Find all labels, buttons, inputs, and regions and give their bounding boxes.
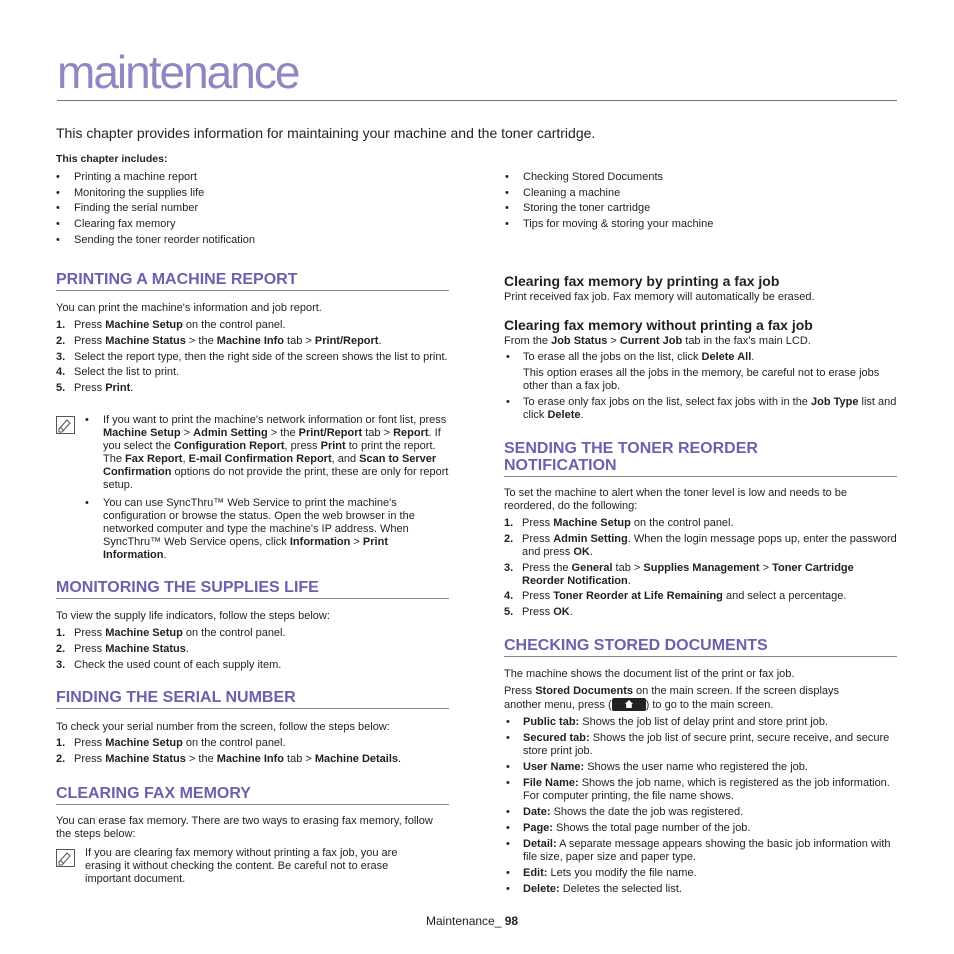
list-item bbox=[504, 822, 897, 835]
step-number: 3. bbox=[56, 658, 66, 671]
note-item bbox=[85, 497, 449, 562]
note-item bbox=[85, 414, 449, 492]
body-text: > bbox=[607, 335, 620, 347]
step-text: Press bbox=[522, 517, 554, 529]
step-number: 2. bbox=[56, 334, 66, 347]
step-text: Press bbox=[74, 334, 106, 347]
toc-item[interactable]: • Clearing fax memory bbox=[56, 217, 255, 233]
ui-term: Configuration Report bbox=[173, 440, 285, 452]
step-number: 3. bbox=[56, 350, 66, 363]
chapter-title: maintenance bbox=[57, 46, 299, 98]
step-number: 4. bbox=[504, 590, 514, 603]
step-text: Press bbox=[74, 642, 106, 655]
step-text: . bbox=[569, 606, 573, 619]
step-number: 1. bbox=[56, 319, 66, 331]
step bbox=[504, 533, 897, 559]
ui-term: Machine Setup bbox=[103, 427, 181, 439]
step-number: 5. bbox=[56, 382, 66, 395]
list-item bbox=[504, 883, 897, 896]
section-heading-toner bbox=[504, 440, 897, 477]
title-divider bbox=[57, 100, 897, 101]
item-label: Detail: bbox=[523, 838, 557, 850]
list-item bbox=[504, 867, 897, 880]
toc-item[interactable]: • Finding the serial number bbox=[56, 201, 255, 217]
note-text: > the bbox=[267, 427, 299, 439]
step-number: 1. bbox=[504, 517, 514, 529]
note-text: options do not provide the print, these are only for report setup. bbox=[103, 466, 449, 491]
note-text: , press bbox=[284, 440, 321, 452]
step-text: Press the bbox=[522, 561, 572, 574]
step-text: Press bbox=[74, 319, 106, 331]
step-text: . bbox=[589, 545, 593, 558]
body-text: To erase all the jobs on the list, click bbox=[523, 351, 702, 363]
step bbox=[56, 627, 449, 640]
step-text: and select a percentage. bbox=[722, 590, 847, 603]
toc-item[interactable]: • Cleaning a machine bbox=[505, 186, 713, 202]
monitoring-steps bbox=[56, 627, 449, 674]
list-item bbox=[504, 838, 897, 864]
ui-term: Print bbox=[320, 440, 346, 452]
list-item bbox=[504, 777, 897, 803]
item-label: Public tab: bbox=[523, 716, 580, 728]
note-icon bbox=[56, 849, 75, 867]
body-text: . bbox=[751, 351, 755, 363]
page-number: 98 bbox=[504, 914, 519, 928]
note-text: , and bbox=[331, 453, 360, 465]
toner-steps bbox=[504, 517, 897, 622]
ui-term: Fax Report bbox=[125, 453, 183, 465]
serial-steps bbox=[56, 737, 449, 769]
stored-tabs-list bbox=[504, 716, 897, 899]
step-text: Select the report type, then the right side of the screen shows the list to print. bbox=[74, 350, 448, 363]
stored-intro-2 bbox=[504, 685, 874, 712]
step-number: 2. bbox=[56, 642, 66, 655]
step-number: 2. bbox=[56, 752, 66, 765]
heading-line: NOTIFICATION bbox=[504, 457, 617, 474]
step-text: Press bbox=[74, 627, 106, 639]
ui-term: Job Status bbox=[551, 335, 608, 347]
body-text: Press bbox=[504, 685, 536, 697]
step-text: > bbox=[759, 561, 773, 574]
body-text: list and click bbox=[523, 396, 897, 421]
body-text: tab in the fax's main LCD. bbox=[682, 335, 811, 347]
toc-item[interactable]: • Sending the toner reorder notification bbox=[56, 233, 255, 249]
note-text: . bbox=[163, 549, 167, 561]
step-text: tab > bbox=[612, 561, 644, 574]
ui-term: Print/Report bbox=[298, 427, 363, 439]
body-text: From the bbox=[504, 335, 552, 347]
step-text: . When the login message pops up, enter the password and press bbox=[522, 532, 897, 558]
item-text: Deletes the selected list. bbox=[559, 883, 682, 895]
item-text: A separate message appears showing the basic job information with file size, paper size and paper type. bbox=[523, 838, 891, 863]
toc-item[interactable]: • Tips for moving & storing your machine bbox=[505, 217, 713, 233]
step-text: . bbox=[185, 642, 189, 655]
step-number: 4. bbox=[56, 366, 66, 379]
step-text: Check the used count of each supply item. bbox=[74, 658, 282, 671]
note-text: . If you select the bbox=[103, 427, 441, 452]
stored-intro: The machine shows the document list of the print or fax job. bbox=[504, 668, 795, 680]
step-text: . bbox=[130, 382, 134, 395]
toc-list-right bbox=[505, 170, 713, 233]
list-item bbox=[504, 806, 897, 819]
subheading-clear-without-printing: Clearing fax memory without printing a fax job bbox=[504, 317, 813, 333]
step bbox=[504, 606, 897, 619]
ui-term: Machine Info bbox=[216, 752, 284, 765]
item-text: Shows the date the job was registered. bbox=[550, 806, 744, 818]
step bbox=[56, 366, 449, 379]
item-label: Edit: bbox=[523, 867, 548, 879]
step-text: Select the list to print. bbox=[74, 366, 180, 379]
ui-term: Print/Report bbox=[314, 334, 379, 347]
step-number: 5. bbox=[504, 606, 514, 619]
item-label: Date: bbox=[523, 806, 551, 818]
ui-term: Delete All bbox=[701, 351, 752, 363]
body-text: on the main screen. If the screen displays another menu, press ( bbox=[504, 685, 840, 711]
ui-term: Toner Cartridge Reorder Notification bbox=[522, 561, 854, 587]
section-heading-clearing: CLEARING FAX MEMORY bbox=[56, 785, 449, 805]
step-text: Press bbox=[74, 737, 106, 749]
note-text: You can use SyncThru™ Web Service to print the machine's configuration or browse the status. Open the web browser in the networked computer and type the machine's IP address. When SyncThru™ Web Service opens, click bbox=[103, 497, 415, 548]
ui-term: Report bbox=[393, 427, 429, 439]
toc-item[interactable]: • Monitoring the supplies life bbox=[56, 186, 255, 202]
step bbox=[56, 643, 449, 656]
printing-note bbox=[85, 414, 449, 566]
printing-intro: You can print the machine's information and job report. bbox=[56, 302, 322, 314]
step-text: Press bbox=[74, 382, 106, 395]
ui-term: Machine Info bbox=[216, 334, 284, 347]
ui-term: OK bbox=[573, 545, 590, 558]
step bbox=[504, 590, 897, 603]
step-text: on the control panel. bbox=[182, 737, 286, 749]
clear-by-printing-text: Print received fax job. Fax memory will automatically be erased. bbox=[504, 291, 815, 303]
ui-term: Machine Status bbox=[105, 752, 186, 765]
ui-term: Admin Setting bbox=[193, 427, 268, 439]
step-number: 2. bbox=[504, 532, 514, 545]
subheading-clear-by-printing: Clearing fax memory by printing a fax job bbox=[504, 273, 780, 289]
footer-label: Maintenance_ bbox=[426, 914, 502, 928]
chapter-includes-label: This chapter includes: bbox=[56, 153, 168, 165]
step-text: on the control panel. bbox=[630, 517, 734, 529]
step bbox=[56, 335, 449, 348]
clearing-intro: You can erase fax memory. There are two ways to erasing fax memory, follow the steps below: bbox=[56, 815, 433, 840]
item-text: Shows the job list of secure print, secure receive, and secure store print job. bbox=[523, 732, 890, 757]
section-heading-monitoring: MONITORING THE SUPPLIES LIFE bbox=[56, 579, 449, 599]
ui-term: Supplies Management bbox=[643, 561, 760, 574]
step-text: > the bbox=[185, 334, 217, 347]
list-item bbox=[504, 732, 897, 758]
ui-term: Current Job bbox=[619, 335, 683, 347]
note-icon bbox=[56, 416, 75, 434]
ui-term: Delete bbox=[547, 409, 581, 421]
ui-term: Admin Setting bbox=[553, 532, 628, 545]
item-label: Secured tab: bbox=[523, 732, 590, 744]
step-text: Press bbox=[522, 606, 554, 619]
page-footer bbox=[426, 915, 518, 928]
item-label: File Name: bbox=[523, 777, 579, 789]
list-item bbox=[504, 761, 897, 774]
ui-term: Machine Status bbox=[105, 642, 186, 655]
item-text: Shows the job list of delay print and store print job. bbox=[579, 716, 829, 728]
toc-item[interactable]: • Printing a machine report bbox=[56, 170, 255, 186]
toc-item[interactable]: • Checking Stored Documents bbox=[505, 170, 713, 186]
section-heading-serial: FINDING THE SERIAL NUMBER bbox=[56, 689, 449, 709]
toner-intro: To set the machine to alert when the toner level is low and needs to be reordered, do the following: bbox=[504, 487, 848, 512]
step-text: Press bbox=[522, 590, 554, 603]
clearing-note: If you are clearing fax memory without printing a fax job, you are erasing it without checking the content. Be careful not to erase important document. bbox=[85, 847, 398, 885]
home-button bbox=[612, 698, 646, 711]
note-text: If you want to print the machine's network information or font list, press bbox=[103, 414, 447, 426]
ui-term: Machine Status bbox=[105, 334, 186, 347]
body-text: To erase only fax jobs on the list, select fax jobs with in the bbox=[523, 396, 811, 408]
step bbox=[56, 382, 449, 395]
ui-term: Machine Details bbox=[314, 752, 399, 765]
step bbox=[56, 753, 449, 766]
step bbox=[56, 737, 449, 750]
ui-term: Stored Documents bbox=[535, 685, 633, 697]
section-heading-stored: CHECKING STORED DOCUMENTS bbox=[504, 637, 897, 657]
note-text: to print the report. The bbox=[103, 440, 436, 465]
step bbox=[56, 351, 449, 364]
clear-without-printing-text bbox=[504, 335, 897, 348]
ui-term: Machine Setup bbox=[553, 517, 631, 529]
item-text: Shows the user name who registered the job. bbox=[584, 761, 808, 773]
step-number: 3. bbox=[504, 561, 514, 574]
body-text: ) to go to the main screen. bbox=[645, 699, 774, 711]
ui-term: Machine Setup bbox=[105, 737, 183, 749]
step-text: . bbox=[398, 752, 402, 765]
step bbox=[504, 517, 897, 530]
heading-line: SENDING THE TONER REORDER bbox=[504, 440, 758, 457]
ui-term: Print Information bbox=[103, 536, 388, 561]
ui-term: Information bbox=[289, 536, 351, 548]
monitoring-intro: To view the supply life indicators, follow the steps below: bbox=[56, 610, 330, 622]
item-label: Delete: bbox=[523, 883, 560, 895]
step-number: 1. bbox=[56, 737, 66, 749]
ui-term: E-mail Confirmation Report bbox=[188, 453, 332, 465]
body-text: . bbox=[580, 409, 584, 421]
toc-item[interactable]: • Storing the toner cartridge bbox=[505, 201, 713, 217]
item-text: Shows the total page number of the job. bbox=[552, 822, 751, 834]
ui-term: Scan to Server Confirmation bbox=[103, 453, 437, 478]
step-text: . bbox=[378, 334, 382, 347]
section-heading-printing: PRINTING A MACHINE REPORT bbox=[56, 271, 449, 291]
step bbox=[56, 659, 449, 672]
ui-term: Toner Reorder at Life Remaining bbox=[553, 590, 723, 603]
note-text: , bbox=[182, 453, 189, 465]
list-item bbox=[504, 351, 897, 393]
item-label: User Name: bbox=[523, 761, 585, 773]
clear-without-printing-list bbox=[504, 351, 897, 425]
toc-list-left bbox=[56, 170, 255, 248]
list-item-continuation: This option erases all the jobs in the memory, be careful not to erase jobs other than a fax job. bbox=[523, 367, 880, 392]
chapter-intro: This chapter provides information for maintaining your machine and the toner cartridge. bbox=[56, 125, 596, 141]
item-text: Lets you modify the file name. bbox=[547, 867, 697, 879]
ui-term: General bbox=[571, 561, 613, 574]
step-text: tab > bbox=[284, 334, 315, 347]
item-label: Page: bbox=[523, 822, 553, 834]
step-text: tab > bbox=[284, 752, 315, 765]
note-text: > bbox=[350, 536, 363, 548]
list-item bbox=[504, 396, 897, 422]
step-text: Press bbox=[522, 532, 554, 545]
step-text: Press bbox=[74, 752, 106, 765]
list-item bbox=[504, 716, 897, 729]
step bbox=[504, 562, 897, 588]
printing-steps bbox=[56, 319, 449, 398]
ui-term: Machine Setup bbox=[105, 627, 183, 639]
ui-term: Job Type bbox=[810, 396, 859, 408]
step-text: > the bbox=[185, 752, 217, 765]
step-text: on the control panel. bbox=[182, 319, 286, 331]
ui-term: OK bbox=[553, 606, 570, 619]
ui-term: Print bbox=[105, 382, 131, 395]
step-text: on the control panel. bbox=[182, 627, 286, 639]
note-text: tab > bbox=[362, 427, 394, 439]
serial-intro: To check your serial number from the screen, follow the steps below: bbox=[56, 721, 390, 733]
note-text: > bbox=[180, 427, 194, 439]
item-text: Shows the job name, which is registered as the job information. For computer printing, the file name shows. bbox=[523, 777, 890, 802]
step-text: . bbox=[627, 574, 631, 587]
step bbox=[56, 319, 449, 332]
home-icon bbox=[625, 700, 633, 708]
step-number: 1. bbox=[56, 627, 66, 639]
ui-term: Machine Setup bbox=[105, 319, 183, 331]
